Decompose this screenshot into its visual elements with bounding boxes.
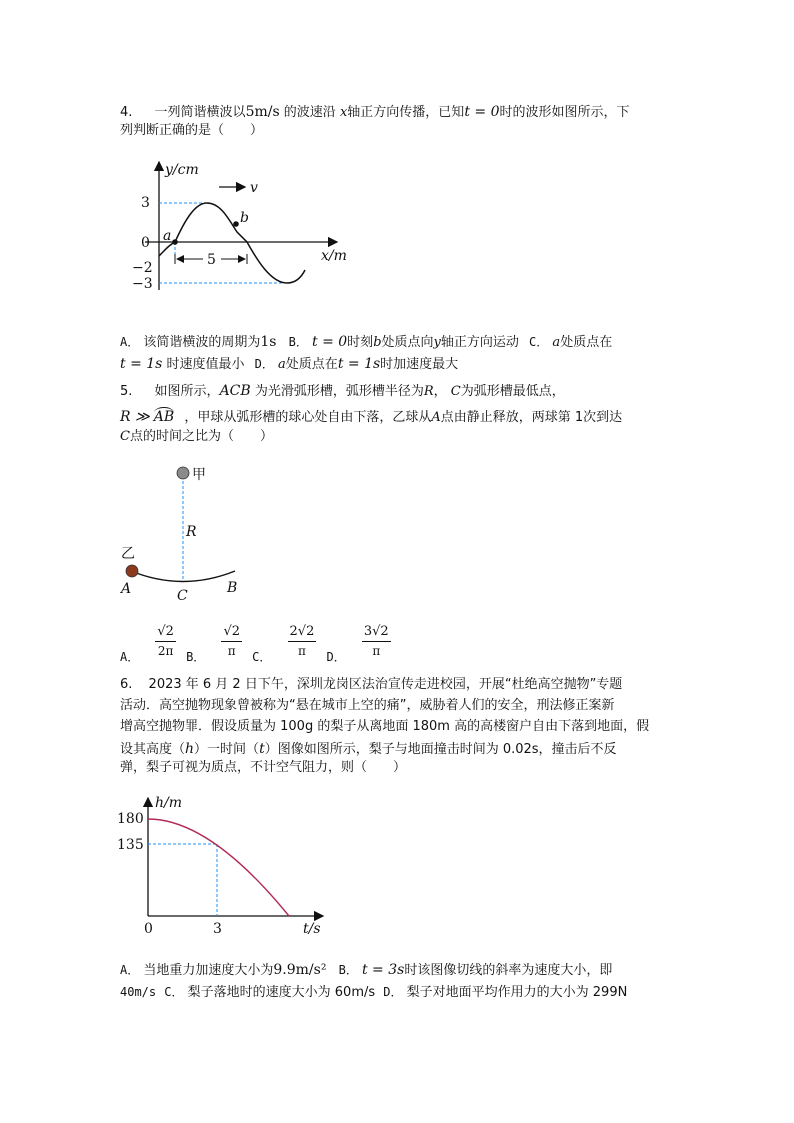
q6-height-curve bbox=[148, 819, 289, 916]
q4-wave-curve bbox=[159, 203, 305, 283]
q6-number: 6. bbox=[120, 677, 133, 692]
q4-tick-m2: −2 bbox=[132, 260, 153, 276]
q6-stem-line4: 设其高度（h）一时间（t）图像如图所示，梨子与地面撞击时间为 0.02s，撞击后不反 bbox=[120, 741, 617, 757]
q4-tick-3: 3 bbox=[141, 195, 150, 211]
q5-label-b: B bbox=[227, 580, 238, 596]
q6-options-line1: A． 当地重力加速度大小为9.9m/s² B． t = 3s时该图像切线的斜率为速度大小，即 bbox=[120, 962, 613, 978]
q5-label-a: A bbox=[121, 581, 132, 597]
q5-opt-b-frac: $\frac{√2}{\pi}$ bbox=[223, 624, 241, 658]
q4-options-line2: t = 1s 时速度值最小 D． a处质点在t = 1s时加速度最大 bbox=[120, 356, 459, 372]
q6-tick-3: 3 bbox=[213, 921, 222, 937]
q4-tick-m3: −3 bbox=[132, 276, 153, 292]
q5-label-jia: 甲 bbox=[192, 467, 206, 483]
q6-tick-0: 0 bbox=[144, 921, 153, 937]
q4-label-b: b bbox=[240, 210, 249, 226]
q5-label-yi: 乙 bbox=[121, 546, 135, 562]
q5-stem-line3: C点的时间之比为（ ） bbox=[120, 429, 273, 444]
q4-point-b bbox=[233, 221, 239, 227]
q4-v-label: v bbox=[250, 180, 258, 196]
q5-number: 5. bbox=[120, 384, 133, 399]
q4-wave-figure bbox=[115, 150, 355, 310]
q5-arc-figure bbox=[115, 458, 295, 608]
q4-label-a: a bbox=[163, 228, 172, 244]
q4-number: 4. bbox=[120, 105, 133, 120]
q5-options: A． $\frac{√2}{2\pi}$ B． $\frac{√2}{\pi}$ C． $\frac{2√2}{\pi}$ D． $\frac{3√2}{\pi}$ bbox=[120, 624, 389, 664]
q6-y-label: h/m bbox=[155, 795, 183, 811]
q4-options-line1: A． 该简谐横波的周期为1s B． t = 0时刻b处质点向y轴正方向运动 C． a处质点在 bbox=[120, 334, 613, 350]
q6-stem-line3: 增高空抛物罪．假设质量为 100g 的梨子从离地面 180m 高的高楼窗户自由下落到地面，假 bbox=[120, 719, 650, 734]
q5-opt-c-frac: $\frac{2√2}{\pi}$ bbox=[289, 624, 315, 658]
q5-label-c: C bbox=[177, 588, 188, 604]
q6-x-label: t/s bbox=[303, 921, 321, 937]
q5-opt-a-frac: $\frac{√2}{2\pi}$ bbox=[157, 624, 174, 658]
q5-opt-d-frac: $\frac{3√2}{\pi}$ bbox=[363, 624, 389, 658]
q4-stem-line2: 列判断正确的是（ ） bbox=[120, 123, 264, 138]
q4-point-a bbox=[172, 239, 178, 245]
q6-tick-135: 135 bbox=[117, 837, 144, 853]
q6-stem-line2: 活动．高空抛物现象曾被称为“悬在城市上空的痛”，威胁着人们的安全，刑法修正案新 bbox=[120, 698, 615, 713]
q4-stem-line1: 4. 一列简谐横波以5m/s 的波速沿 x轴正方向传播，已知t = 0时的波形如图所示，下 bbox=[120, 104, 630, 120]
q4-x-label: x/m bbox=[321, 248, 347, 264]
q4-y-label: y/cm bbox=[165, 162, 199, 178]
q5-ball-jia bbox=[177, 467, 189, 479]
q5-ball-yi bbox=[126, 565, 138, 577]
q4-tick-0: 0 bbox=[141, 235, 150, 251]
q6-stem-line1: 6. 2023 年 6 月 2 日下午，深圳龙岗区法治宣传走进校园，开展“杜绝高空抛物”专题 bbox=[120, 677, 623, 692]
q5-label-r: R bbox=[186, 524, 197, 540]
q6-stem-line5: 弹，梨子可视为质点，不计空气阻力，则（ ） bbox=[120, 760, 407, 775]
q6-options-line2: 40m/s C． 梨子落地时的速度大小为 60m/s D． 梨子对地面平均作用力的大小为 299N bbox=[120, 985, 628, 1000]
q5-stem-line1: 5. 如图所示，ACB 为光滑弧形槽，弧形槽半径为R， C为弧形槽最低点， bbox=[120, 383, 565, 399]
q6-tick-180: 180 bbox=[117, 811, 144, 827]
q6-ht-figure bbox=[115, 788, 345, 938]
q5-stem-line2: R ≫ AB ，甲球从弧形槽的球心处自由下落，乙球从A点由静止释放，两球第 1次到达 bbox=[120, 409, 623, 425]
q4-label-dist: 5 bbox=[207, 252, 216, 268]
